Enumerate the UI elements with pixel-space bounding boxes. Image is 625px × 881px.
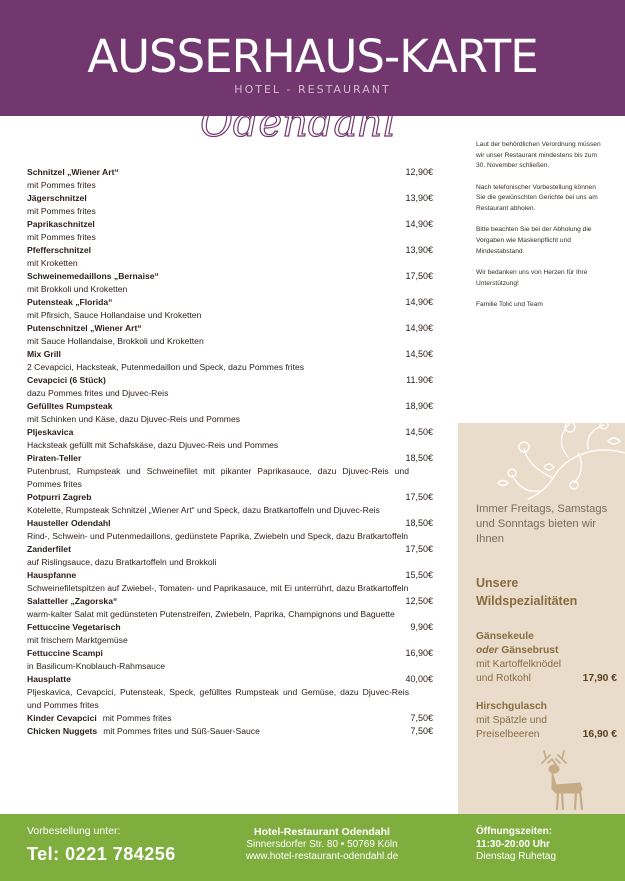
- dish-or: oder: [476, 645, 499, 656]
- menu-item: [27, 647, 445, 673]
- menu-item-price: 17,50€: [405, 544, 433, 554]
- menu-item-price: 7,50€: [410, 726, 433, 736]
- menu-item-desc: Hacksteak gefüllt mit Schafskäse, dazu Djuvec-Reis und Pommes: [27, 440, 279, 450]
- menu-item-name: Piraten-Teller: [27, 453, 82, 463]
- menu-item-desc: mit Pommes frites: [27, 180, 96, 190]
- menu-item-name: Salatteller „Zagorska“: [27, 596, 118, 606]
- restaurant-subtitle: HOTEL - RESTAURANT: [234, 83, 391, 96]
- menu-item-name: Chicken Nuggets: [27, 726, 98, 736]
- menu-item-name: Putenschnitzel „Wiener Art“: [27, 323, 142, 333]
- menu-item: [27, 322, 445, 348]
- menu-item-name: Cevapcici (6 Stück): [27, 375, 106, 385]
- menu-item: [27, 491, 445, 517]
- menu-item: [27, 712, 445, 725]
- dish-price: 17,90 €: [582, 673, 617, 684]
- menu-item-name: Pfefferschnitzel: [27, 245, 91, 255]
- closure-notice: [476, 140, 606, 321]
- menu-item: [27, 192, 445, 218]
- menu-list: [27, 166, 445, 738]
- menu-item-price: 13,90€: [405, 193, 433, 203]
- menu-item-name: Kinder Cevapcici: [27, 713, 97, 723]
- notice-signature: Familie Tolić und Team: [476, 301, 543, 309]
- menu-item: [27, 166, 445, 192]
- menu-item-name: Fettuccine Scampi: [27, 648, 103, 658]
- menu-item: [27, 725, 445, 738]
- menu-item-name: Fettuccine Vegetarisch: [27, 622, 121, 632]
- notice-paragraph: Bitte beachten Sie bei der Abholung die Vorgaben wie Maskenpflicht und Mindestabstand.: [476, 226, 592, 255]
- menu-item-name: Pljeskavica: [27, 427, 74, 437]
- menu-item-name: Gefülltes Rumpsteak: [27, 401, 113, 411]
- dish-desc: mit Kartoffelknödel und Rotkohl: [476, 659, 562, 684]
- menu-item-desc: mit Pfirsich, Sauce Hollandaise und Kroketten: [27, 310, 202, 320]
- menu-item: [27, 400, 445, 426]
- branch-decoration-icon: [458, 423, 625, 503]
- menu-item-desc: warm-kalter Salat mit gedünsteten Putenstreifen, Zwiebeln, Paprika, Champignons und Baguette: [27, 609, 395, 619]
- menu-item-desc: Putenbrust, Rumpsteak und Schweinefilet mit pikanter Paprikasauce, dazu Djuvec-Reis und Pommes frites: [27, 466, 409, 489]
- menu-item-price: 9,90€: [410, 622, 433, 632]
- menu-item-desc: dazu Pommes frites und Djuvec-Reis: [27, 388, 169, 398]
- menu-item: [27, 426, 445, 452]
- preorder-label: Vorbestellung unter:: [27, 825, 121, 837]
- menu-item-name: Hausplatte: [27, 674, 71, 684]
- menu-item-name: Hausteller Odendahl: [27, 518, 111, 528]
- menu-item-price: 16,90€: [405, 648, 433, 658]
- menu-item-desc: mit Pommes frites: [27, 232, 96, 242]
- menu-item-price: 12,50€: [405, 596, 433, 606]
- dish-name: Gänsekeule: [476, 631, 534, 642]
- menu-item-name: Paprikaschnitzel: [27, 219, 95, 229]
- menu-item-name: Jägerschnitzel: [27, 193, 87, 203]
- menu-item: [27, 270, 445, 296]
- address-block: [212, 826, 432, 864]
- menu-item-desc: mit Pommes frites und Süß-Sauer-Sauce: [103, 726, 260, 736]
- menu-item-price: 14,90€: [405, 323, 433, 333]
- menu-item-name: Putensteak „Florida“: [27, 297, 113, 307]
- menu-item-name: Schweinemedaillons „Bernaise“: [27, 271, 159, 281]
- menu-item: [27, 517, 445, 543]
- menu-item-price: 13,90€: [405, 245, 433, 255]
- menu-item-desc: Rind-, Schwein- und Putenmedaillons, gedünstete Paprika, Zwiebeln und Speck, dazu Bratkartoffeln: [27, 531, 409, 541]
- menu-item: [27, 569, 445, 595]
- restaurant-name: Hotel-Restaurant Odendahl: [254, 826, 390, 838]
- menu-item-price: 18,50€: [405, 453, 433, 463]
- notice-paragraph: Wir bedanken uns von Herzen für Ihre Unterstützung!: [476, 269, 588, 287]
- menu-item-price: 18,90€: [405, 401, 433, 411]
- dish-name: Hirschgulasch: [476, 701, 547, 712]
- menu-item-desc: mit Kroketten: [27, 258, 78, 268]
- menu-item: [27, 218, 445, 244]
- specials-box: [458, 423, 625, 814]
- menu-item-desc: mit Brokkoli und Kroketten: [27, 284, 128, 294]
- website-link[interactable]: www.hotel-restaurant-odendahl.de: [245, 851, 399, 862]
- menu-item-name: Hauspfanne: [27, 570, 77, 580]
- menu-item-price: 14,90€: [405, 219, 433, 229]
- menu-item-desc: Schweinefiletspitzen auf Zwiebel-, Tomaten- und Paprikasauce, mit Ei unterrührt, dazu Bratkartoffeln: [27, 583, 409, 593]
- menu-item: [27, 348, 445, 374]
- dish-name-alt: Gänsebrust: [501, 645, 559, 656]
- menu-item-desc: auf Rislingsauce, dazu Bratkartoffeln und Brokkoli: [27, 557, 217, 567]
- special-dish-goose: [476, 630, 621, 686]
- specials-intro: Immer Freitags, Samstags und Sonntags bieten wir Ihnen: [476, 503, 608, 545]
- menu-item: [27, 543, 445, 569]
- svg-text:Odendahl: Odendahl: [200, 100, 396, 146]
- menu-item-price: 14,50€: [405, 349, 433, 359]
- menu-item-price: 14,90€: [405, 297, 433, 307]
- phone-number[interactable]: Tel: 0221 784256: [27, 844, 176, 864]
- menu-item: [27, 673, 445, 712]
- notice-paragraph: Nach telefonischer Vorbestellung können Sie die gewünschten Gerichte bei uns am Restaurant abholen.: [476, 183, 598, 213]
- menu-item-desc: mit Sauce Hollandaise, Brokkoli und Kroketten: [27, 336, 204, 346]
- page-title: AUSSERHAUS-KARTE: [87, 30, 538, 83]
- menu-item-price: 11.90€: [406, 375, 433, 385]
- menu-item-name: Schnitzel „Wiener Art“: [27, 167, 119, 177]
- menu-item-price: 15,50€: [405, 570, 433, 580]
- dish-desc: mit Spätzle und Preiselbeeren: [476, 715, 547, 740]
- menu-item: [27, 595, 445, 621]
- hours-label: Öffnungszeiten:: [476, 826, 553, 837]
- closed-day: Dienstag Ruhetag: [476, 851, 557, 862]
- special-dish-venison: [476, 700, 621, 742]
- menu-item: [27, 452, 445, 491]
- menu-item-desc: 2 Cevapcici, Hacksteak, Putenmedaillon und Speck, dazu Pommes frites: [27, 362, 305, 372]
- footer-bar: [0, 814, 625, 881]
- hours-value: 11:30-20:00 Uhr: [476, 838, 550, 850]
- menu-item-name: Potpurri Zagreb: [27, 492, 92, 502]
- menu-item-price: 7,50€: [410, 713, 433, 723]
- specials-title: Unsere Wildspezialitäten: [476, 576, 578, 608]
- menu-item-desc: mit frischem Marktgemüse: [27, 635, 128, 645]
- menu-item-desc: mit Pommes frites: [27, 206, 96, 216]
- dish-price: 16,90 €: [582, 729, 617, 740]
- menu-item-desc: Pljeskavica, Cevapcici, Putensteak, Speck, gefülltes Rumpsteak und Gemüse, dazu Djuvec-Reis und Pommes frites: [27, 687, 409, 710]
- address: Sinnersdorfer Str. 80 • 50769 Köln: [246, 838, 398, 850]
- menu-item: [27, 244, 445, 270]
- menu-item-desc: in Basilicum-Knoblauch-Rahmsauce: [27, 661, 166, 671]
- deer-icon: [536, 749, 586, 811]
- menu-item: [27, 374, 445, 400]
- odendahl-logo: [198, 96, 398, 152]
- menu-item-price: 12,90€: [405, 167, 433, 177]
- menu-item-name: Mix Grill: [27, 349, 61, 359]
- menu-item-desc: mit Schinken und Käse, dazu Djuvec-Reis und Pommes: [27, 414, 241, 424]
- menu-item-price: 17,50€: [405, 271, 433, 281]
- menu-item: [27, 621, 445, 647]
- menu-item-desc: mit Pommes frites: [102, 713, 172, 723]
- menu-item-name: Zanderfilet: [27, 544, 71, 554]
- menu-item-price: 18,50€: [405, 518, 433, 528]
- menu-item-price: 40,00€: [405, 674, 433, 684]
- menu-item-price: 17,50€: [405, 492, 433, 502]
- opening-hours: [476, 826, 556, 864]
- menu-item-price: 14,50€: [405, 427, 433, 437]
- menu-item: [27, 296, 445, 322]
- notice-paragraph: Laut der behördlichen Verordnung müssen wir unser Restaurant mindestens bis zum 30. November schließen.: [476, 141, 601, 170]
- menu-item-desc: Kotelette, Rumpsteak Schnitzel „Wiener Art“ und Speck, dazu Bratkartoffeln und Djuvec-Reis: [27, 505, 380, 515]
